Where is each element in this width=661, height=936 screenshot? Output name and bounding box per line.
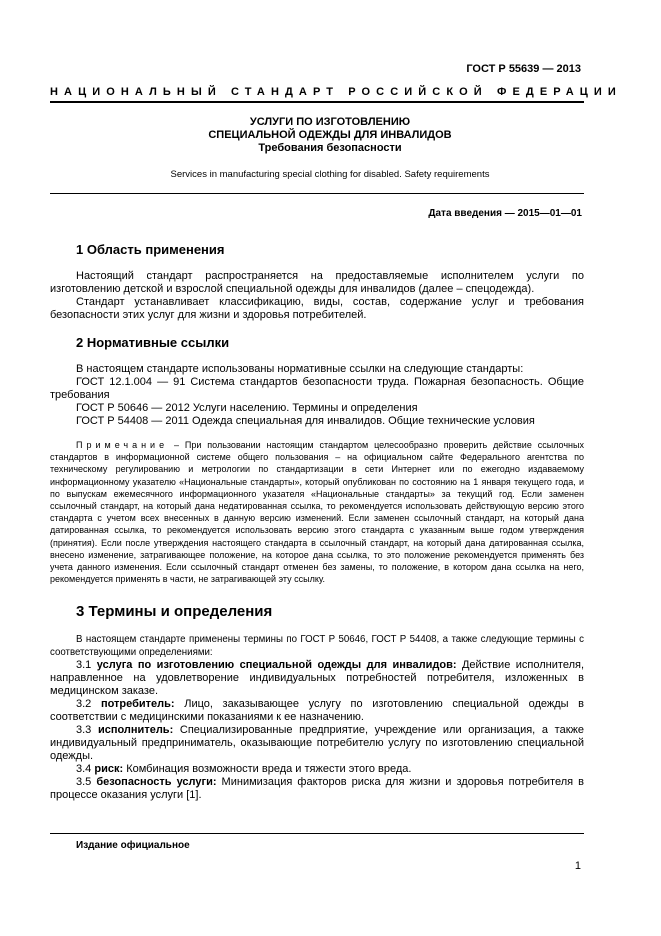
section-2-body [50, 363, 584, 428]
section-2-paragraph-4: ГОСТ Р 54408 — 2011 Одежда специальная для инвалидов. Общие технические условия [76, 415, 535, 427]
term-name: риск: [94, 763, 124, 775]
term-name: услуга по изготовлению специальной одежды для инвалидов: [96, 659, 457, 671]
normative-note [50, 439, 584, 585]
section-1-paragraph-1: Настоящий стандарт распространяется на предоставляемые исполнителем услуги по изготовлению детской и взрослой специальной одежды для инвалидов (далее – спецодежда). [50, 270, 584, 295]
term-number: 3.5 [76, 776, 92, 788]
term-definition: Действие исполнителя, направленное на удовлетворение индивидуальных потребностей потребителя, изложенных в медицинском заказе. [50, 659, 584, 697]
term-number: 3.3 [76, 724, 92, 736]
footer-rule [50, 833, 584, 834]
term-number: 3.1 [76, 659, 92, 671]
section-2-paragraph-2: ГОСТ 12.1.004 — 91 Система стандартов безопасности труда. Пожарная безопасность. Общие требования [50, 376, 584, 401]
page-number: 1 [574, 860, 581, 872]
section-1-heading: 1 Область применения [76, 242, 225, 257]
document-title [50, 116, 610, 155]
term-item [50, 776, 584, 802]
section-3-intro-text: В настоящем стандарте применены термины по ГОСТ Р 50646, ГОСТ Р 54408, а также следующие термины с соответствующими определениями: [50, 634, 584, 658]
official-edition-label: Издание официальное [76, 840, 190, 851]
note-label: Примечание [76, 440, 169, 450]
term-definition: Минимизация факторов риска для жизни и здоровья потребителя в процессе оказания услуги [1]. [50, 776, 584, 801]
header-rule [50, 101, 584, 103]
term-definition: Лицо, заказывающее услугу по изготовлению специальной одежды в соответствии с медицинскими показаниями к ее назначению. [50, 698, 585, 723]
english-title: Services in manufacturing special clothing for disabled. Safety requirements [170, 169, 490, 180]
term-definition: Комбинация возможности вреда и тяжести этого вреда. [123, 763, 412, 775]
term-name: безопасность услуги: [96, 776, 217, 788]
title-rule [50, 193, 584, 194]
section-2-paragraph-1: В настоящем стандарте использованы нормативные ссылки на следующие стандарты: [76, 363, 524, 375]
term-item [50, 724, 584, 763]
term-number: 3.2 [76, 698, 92, 710]
title-line-1: УСЛУГИ ПО ИЗГОТОВЛЕНИЮ [249, 116, 411, 128]
section-3-intro [50, 633, 584, 659]
section-2-paragraph-3: ГОСТ Р 50646 — 2012 Услуги населению. Термины и определения [76, 402, 418, 414]
term-name: исполнитель: [97, 724, 174, 736]
introduction-date: Дата введения — 2015—01—01 [428, 208, 582, 219]
section-2-heading: 2 Нормативные ссылки [76, 335, 230, 350]
section-3-heading: 3 Термины и определения [76, 603, 273, 620]
term-item [50, 763, 584, 776]
title-line-2: СПЕЦИАЛЬНОЙ ОДЕЖДЫ ДЛЯ ИНВАЛИДОВ [208, 129, 452, 141]
note-text: – При пользовании настоящим стандартом целесообразно проверить действие ссылочных стандартов в информационной системе общего пользования – на официальном сайте Федерального агентства по техническому регулированию и метрологии по стандартизации в сети Интернет или по ежегодно издаваемому информационному указателю «Национальные стандарты», который опубликован по состоянию на 1 января текущего года, и по выпускам ежемесячного информационного указателя «Национальные стандарты» за текущий год. Если заменен ссылочный стандарт, на который дана недатированная ссылка, то рекомендуется использовать действующую версию этого стандарта с учетом всех внесенных в данную версию изменений. Если заменен ссылочный стандарт, на который дана датированная ссылка, то рекомендуется использовать версию этого стандарта с указанным выше годом утверждения (принятия). Если после утверждения настоящего стандарта в ссылочный стандарт, на который дана датированная ссылка, внесено изменение, затрагивающее положение, на которое дана ссылка, то это положение рекомендуется применять без учета данного изменения. Если ссылочный стандарт отменен без замены, то положение, в котором дана ссылка на него, рекомендуется применять в части, не затрагивающей эту ссылку. [50, 440, 584, 585]
term-definition: Специализированные предприятие, учреждение или организация, а также индивидуальный предприниматель, оказывающие потребителю услугу по изготовлению специальной одежды. [50, 724, 584, 762]
term-item [50, 659, 584, 698]
term-item [50, 698, 584, 724]
title-line-3: Требования безопасности [258, 142, 402, 154]
term-name: потребитель: [100, 698, 175, 710]
section-1-body [50, 270, 584, 322]
term-number: 3.4 [76, 763, 92, 775]
national-standard-banner: НАЦИОНАЛЬНЫЙ СТАНДАРТ РОССИЙСКОЙ ФЕДЕРАЦИИ [50, 86, 622, 98]
section-1-paragraph-2: Стандарт устанавливает классификацию, виды, состав, содержание услуг и требования безопасности этих услуг для жизни и здоровья потребителей. [50, 296, 584, 321]
terms-list [50, 659, 584, 802]
document-number: ГОСТ Р 55639 — 2013 [466, 63, 581, 75]
